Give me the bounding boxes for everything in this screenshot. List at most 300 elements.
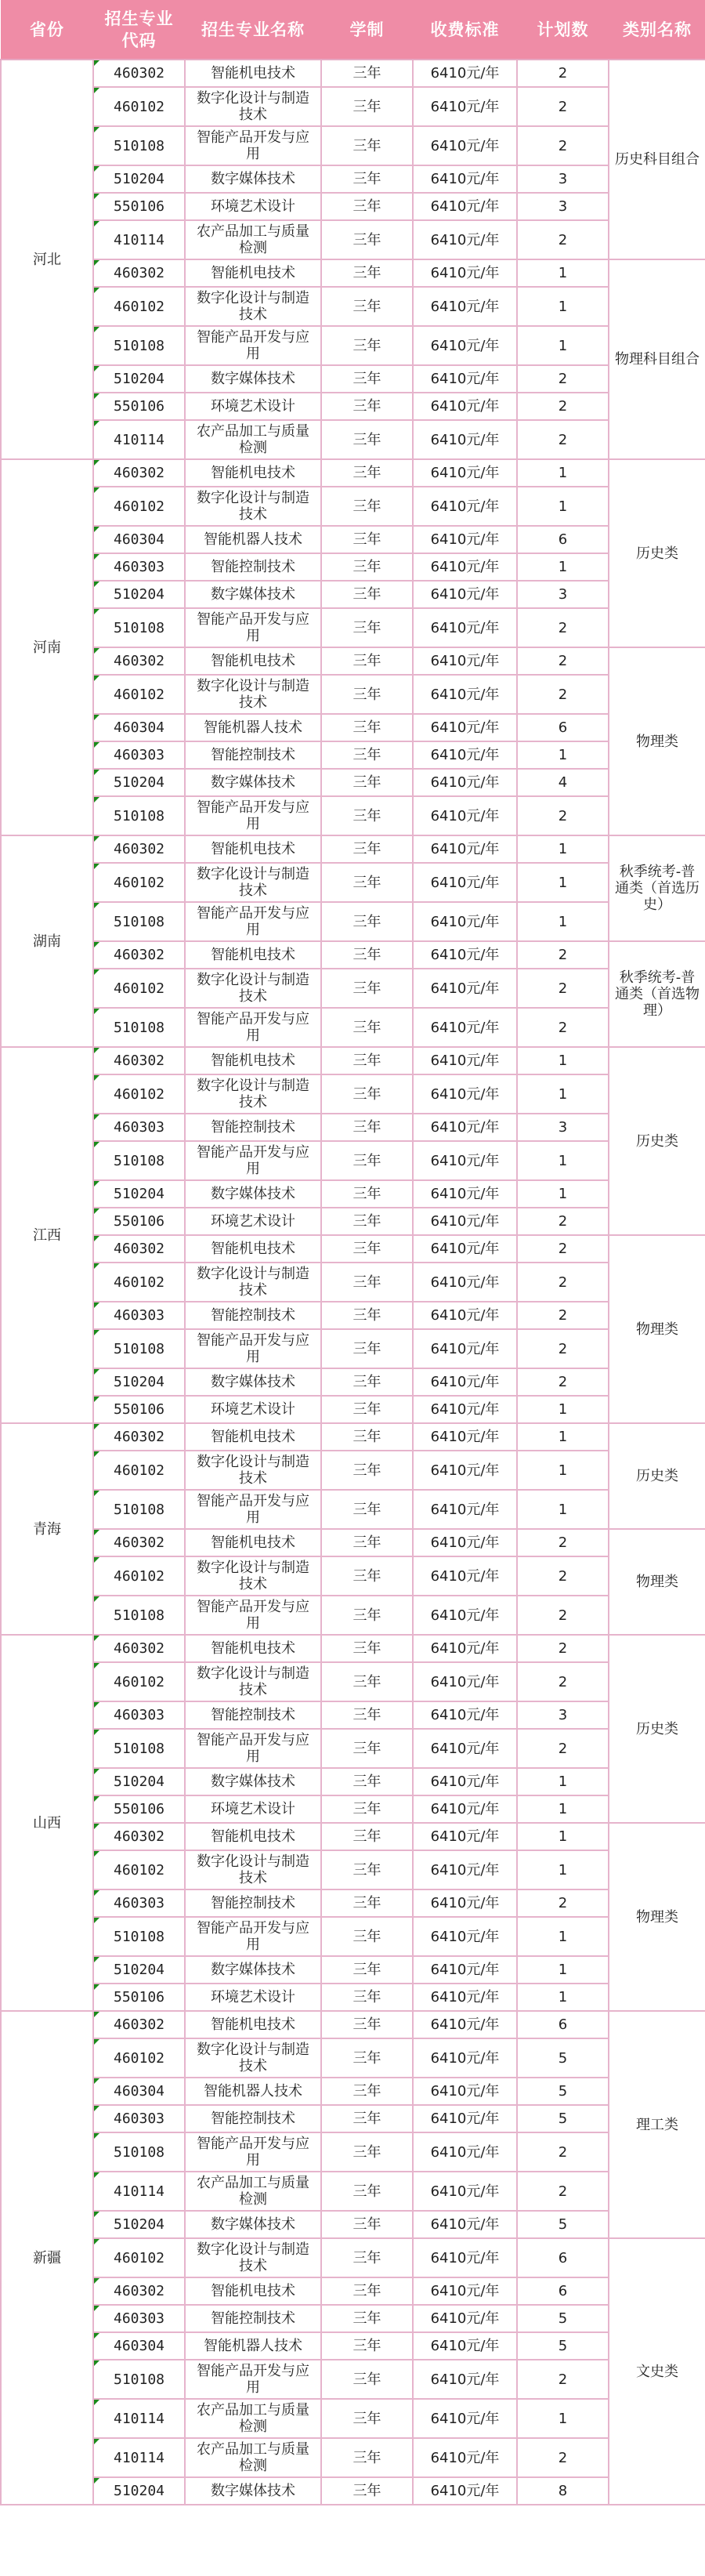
cell-comment-marker-icon bbox=[94, 1142, 99, 1147]
duration-cell: 三年 bbox=[321, 1235, 413, 1263]
header-major-name: 招生专业名称 bbox=[185, 1, 321, 60]
fee-cell: 6410元/年 bbox=[413, 647, 517, 675]
duration-cell: 三年 bbox=[321, 1047, 413, 1074]
plan-count-cell: 1 bbox=[517, 1141, 609, 1180]
major-name-cell: 智能机器人技术 bbox=[185, 526, 321, 553]
major-code-cell bbox=[93, 2172, 185, 2211]
table-row bbox=[1, 647, 705, 675]
cell-comment-marker-icon bbox=[94, 903, 99, 908]
major-code-cell bbox=[93, 581, 185, 608]
major-code-cell bbox=[93, 1823, 185, 1850]
duration-cell: 三年 bbox=[321, 1635, 413, 1662]
cell-comment-marker-icon bbox=[94, 715, 99, 720]
major-name-cell: 数字媒体技术 bbox=[185, 165, 321, 193]
major-name-cell: 智能产品开发与应用 bbox=[185, 1917, 321, 1956]
major-code-text: 460102 bbox=[113, 298, 165, 315]
duration-cell: 三年 bbox=[321, 2211, 413, 2238]
plan-count-cell: 2 bbox=[517, 608, 609, 647]
header-fee: 收费标准 bbox=[413, 1, 517, 60]
fee-cell: 6410元/年 bbox=[413, 220, 517, 259]
cell-comment-marker-icon bbox=[94, 1851, 99, 1857]
duration-cell: 三年 bbox=[321, 326, 413, 365]
plan-count-cell: 1 bbox=[517, 1768, 609, 1795]
major-name-cell: 智能机电技术 bbox=[185, 60, 321, 87]
plan-count-cell: 1 bbox=[517, 326, 609, 365]
table-row bbox=[1, 835, 705, 863]
major-code-text: 460303 bbox=[113, 1707, 165, 1723]
plan-count-cell: 2 bbox=[517, 1329, 609, 1368]
cell-comment-marker-icon bbox=[94, 797, 99, 803]
fee-cell: 6410元/年 bbox=[413, 1074, 517, 1114]
province-cell: 新疆 bbox=[1, 2011, 93, 2505]
major-code-cell bbox=[93, 365, 185, 393]
fee-cell: 6410元/年 bbox=[413, 1141, 517, 1180]
plan-count-cell: 2 bbox=[517, 1662, 609, 1701]
category-cell: 物理类 bbox=[609, 1235, 705, 1423]
plan-count-cell: 2 bbox=[517, 220, 609, 259]
plan-count-cell: 2 bbox=[517, 796, 609, 835]
cell-comment-marker-icon bbox=[94, 1796, 99, 1802]
major-code-cell bbox=[93, 1074, 185, 1114]
major-code-text: 550106 bbox=[113, 1989, 165, 2005]
major-name-cell: 数字化设计与制造技术 bbox=[185, 1662, 321, 1701]
cell-comment-marker-icon bbox=[94, 1369, 99, 1375]
cell-comment-marker-icon bbox=[94, 1702, 99, 1708]
fee-cell: 6410元/年 bbox=[413, 393, 517, 420]
duration-cell: 三年 bbox=[321, 259, 413, 287]
duration-cell: 三年 bbox=[321, 647, 413, 675]
table-row bbox=[1, 1768, 705, 1795]
major-name-cell: 智能控制技术 bbox=[185, 1701, 321, 1729]
plan-count-cell: 2 bbox=[517, 1235, 609, 1263]
major-code-text: 510204 bbox=[113, 774, 165, 791]
major-code-text: 460102 bbox=[113, 498, 165, 515]
plan-count-cell: 3 bbox=[517, 1701, 609, 1729]
major-name-cell: 智能产品开发与应用 bbox=[185, 796, 321, 835]
major-code-cell bbox=[93, 87, 185, 126]
table-row bbox=[1, 581, 705, 608]
major-code-cell bbox=[93, 714, 185, 741]
major-code-cell bbox=[93, 2438, 185, 2477]
major-code-text: 460102 bbox=[113, 98, 165, 115]
plan-count-cell: 1 bbox=[517, 487, 609, 526]
major-code-cell bbox=[93, 2078, 185, 2105]
plan-count-cell: 1 bbox=[517, 835, 609, 863]
fee-cell: 6410元/年 bbox=[413, 2305, 517, 2332]
major-code-cell bbox=[93, 1556, 185, 1596]
major-code-text: 410114 bbox=[113, 231, 165, 248]
major-name-cell: 数字化设计与制造技术 bbox=[185, 2038, 321, 2078]
plan-count-cell: 1 bbox=[517, 1795, 609, 1823]
major-name-cell: 数字化设计与制造技术 bbox=[185, 675, 321, 714]
major-code-cell bbox=[93, 675, 185, 714]
fee-cell: 6410元/年 bbox=[413, 193, 517, 220]
fee-cell: 6410元/年 bbox=[413, 1850, 517, 1889]
major-code-text: 510204 bbox=[113, 1773, 165, 1790]
table-row bbox=[1, 1235, 705, 1263]
table-row bbox=[1, 1662, 705, 1701]
table-row bbox=[1, 863, 705, 902]
major-code-cell bbox=[93, 259, 185, 287]
duration-cell: 三年 bbox=[321, 1768, 413, 1795]
major-code-cell bbox=[93, 193, 185, 220]
duration-cell: 三年 bbox=[321, 2332, 413, 2360]
cell-comment-marker-icon bbox=[94, 127, 99, 132]
duration-cell: 三年 bbox=[321, 1889, 413, 1917]
duration-cell: 三年 bbox=[321, 1850, 413, 1889]
major-code-text: 510108 bbox=[113, 1740, 165, 1757]
duration-cell: 三年 bbox=[321, 165, 413, 193]
table-row bbox=[1, 1368, 705, 1396]
major-code-cell bbox=[93, 1635, 185, 1662]
table-row bbox=[1, 259, 705, 287]
major-name-cell: 农产品加工与质量检测 bbox=[185, 220, 321, 259]
major-name-cell: 智能机电技术 bbox=[185, 647, 321, 675]
duration-cell: 三年 bbox=[321, 675, 413, 714]
fee-cell: 6410元/年 bbox=[413, 2360, 517, 2399]
fee-cell: 6410元/年 bbox=[413, 796, 517, 835]
table-row bbox=[1, 1423, 705, 1451]
duration-cell: 三年 bbox=[321, 1729, 413, 1768]
table-row bbox=[1, 1396, 705, 1423]
duration-cell: 三年 bbox=[321, 769, 413, 796]
plan-count-cell: 2 bbox=[517, 1263, 609, 1302]
major-code-text: 510108 bbox=[113, 1152, 165, 1169]
table-row bbox=[1, 553, 705, 581]
cell-comment-marker-icon bbox=[94, 2078, 99, 2084]
cell-comment-marker-icon bbox=[94, 2439, 99, 2444]
cell-comment-marker-icon bbox=[94, 1114, 99, 1120]
cell-comment-marker-icon bbox=[94, 1636, 99, 1641]
major-name-cell: 智能机电技术 bbox=[185, 2011, 321, 2038]
major-code-text: 510108 bbox=[113, 619, 165, 636]
major-code-cell bbox=[93, 608, 185, 647]
duration-cell: 三年 bbox=[321, 393, 413, 420]
duration-cell: 三年 bbox=[321, 1984, 413, 2011]
major-code-text: 460302 bbox=[113, 1241, 165, 1257]
major-code-text: 460302 bbox=[113, 947, 165, 963]
province-cell: 湖南 bbox=[1, 835, 93, 1047]
fee-cell: 6410元/年 bbox=[413, 1556, 517, 1596]
table-row bbox=[1, 87, 705, 126]
major-code-text: 550106 bbox=[113, 398, 165, 415]
plan-count-cell: 5 bbox=[517, 2332, 609, 2360]
province-cell: 河南 bbox=[1, 459, 93, 835]
duration-cell: 三年 bbox=[321, 714, 413, 741]
major-name-cell: 智能控制技术 bbox=[185, 1302, 321, 1329]
plan-count-cell: 2 bbox=[517, 675, 609, 714]
duration-cell: 三年 bbox=[321, 2105, 413, 2132]
category-cell: 历史类 bbox=[609, 1047, 705, 1235]
category-cell: 历史类 bbox=[609, 1635, 705, 1823]
cell-comment-marker-icon bbox=[94, 194, 99, 199]
cell-comment-marker-icon bbox=[94, 648, 99, 654]
plan-count-cell: 1 bbox=[517, 902, 609, 941]
major-code-text: 460102 bbox=[113, 1861, 165, 1879]
fee-cell: 6410元/年 bbox=[413, 1956, 517, 1984]
table-row bbox=[1, 1917, 705, 1956]
table-row bbox=[1, 420, 705, 459]
fee-cell: 6410元/年 bbox=[413, 1490, 517, 1529]
table-row bbox=[1, 2211, 705, 2238]
plan-count-cell: 2 bbox=[517, 1008, 609, 1047]
table-row bbox=[1, 1529, 705, 1556]
table-row bbox=[1, 1008, 705, 1047]
plan-count-cell: 1 bbox=[517, 1917, 609, 1956]
duration-cell: 三年 bbox=[321, 1329, 413, 1368]
category-cell: 历史科目组合 bbox=[609, 60, 705, 259]
major-code-cell bbox=[93, 1768, 185, 1795]
table-row bbox=[1, 459, 705, 487]
major-code-text: 460102 bbox=[113, 1462, 165, 1479]
table-row bbox=[1, 193, 705, 220]
fee-cell: 6410元/年 bbox=[413, 2172, 517, 2211]
major-name-cell: 智能控制技术 bbox=[185, 1114, 321, 1141]
major-name-cell: 农产品加工与质量检测 bbox=[185, 2399, 321, 2438]
plan-count-cell: 2 bbox=[517, 1635, 609, 1662]
major-code-cell bbox=[93, 1423, 185, 1451]
plan-count-cell: 1 bbox=[517, 1984, 609, 2011]
table-row bbox=[1, 1141, 705, 1180]
cell-comment-marker-icon bbox=[94, 327, 99, 332]
fee-cell: 6410元/年 bbox=[413, 1635, 517, 1662]
major-code-text: 510108 bbox=[113, 337, 165, 354]
major-code-text: 510204 bbox=[113, 586, 165, 603]
category-cell: 物理科目组合 bbox=[609, 259, 705, 459]
major-name-cell: 智能机电技术 bbox=[185, 1529, 321, 1556]
cell-comment-marker-icon bbox=[94, 260, 99, 266]
fee-cell: 6410元/年 bbox=[413, 1235, 517, 1263]
plan-count-cell: 2 bbox=[517, 1302, 609, 1329]
fee-cell: 6410元/年 bbox=[413, 741, 517, 769]
duration-cell: 三年 bbox=[321, 835, 413, 863]
category-cell: 秋季统考-普通类（首选历史） bbox=[609, 835, 705, 941]
plan-count-cell: 5 bbox=[517, 2105, 609, 2132]
duration-cell: 三年 bbox=[321, 2438, 413, 2477]
cell-comment-marker-icon bbox=[94, 1596, 99, 1602]
fee-cell: 6410元/年 bbox=[413, 1396, 517, 1423]
plan-count-cell: 2 bbox=[517, 126, 609, 165]
duration-cell: 三年 bbox=[321, 581, 413, 608]
major-code-text: 460302 bbox=[113, 1828, 165, 1845]
duration-cell: 三年 bbox=[321, 1823, 413, 1850]
major-code-cell bbox=[93, 220, 185, 259]
major-name-cell: 智能产品开发与应用 bbox=[185, 1596, 321, 1635]
duration-cell: 三年 bbox=[321, 796, 413, 835]
fee-cell: 6410元/年 bbox=[413, 126, 517, 165]
major-code-cell bbox=[93, 1008, 185, 1047]
cell-comment-marker-icon bbox=[94, 1824, 99, 1829]
major-code-text: 460302 bbox=[113, 2283, 165, 2299]
fee-cell: 6410元/年 bbox=[413, 2277, 517, 2305]
duration-cell: 三年 bbox=[321, 1008, 413, 1047]
major-code-cell bbox=[93, 1490, 185, 1529]
major-code-cell bbox=[93, 1956, 185, 1984]
major-name-cell: 智能机器人技术 bbox=[185, 714, 321, 741]
table-row bbox=[1, 2399, 705, 2438]
plan-count-cell: 1 bbox=[517, 1047, 609, 1074]
category-cell: 历史类 bbox=[609, 1423, 705, 1529]
major-code-cell bbox=[93, 1701, 185, 1729]
fee-cell: 6410元/年 bbox=[413, 2332, 517, 2360]
fee-cell: 6410元/年 bbox=[413, 1729, 517, 1768]
major-code-text: 460303 bbox=[113, 747, 165, 763]
table-row bbox=[1, 487, 705, 526]
province-cell: 青海 bbox=[1, 1423, 93, 1635]
major-code-text: 460102 bbox=[113, 2049, 165, 2067]
major-code-text: 460102 bbox=[113, 686, 165, 703]
fee-cell: 6410元/年 bbox=[413, 1114, 517, 1141]
duration-cell: 三年 bbox=[321, 2132, 413, 2172]
plan-count-cell: 2 bbox=[517, 60, 609, 87]
duration-cell: 三年 bbox=[321, 459, 413, 487]
major-code-cell bbox=[93, 1984, 185, 2011]
plan-count-cell: 2 bbox=[517, 2438, 609, 2477]
duration-cell: 三年 bbox=[321, 287, 413, 326]
header-category: 类别名称 bbox=[609, 1, 705, 60]
cell-comment-marker-icon bbox=[94, 969, 99, 975]
table-row bbox=[1, 1956, 705, 1984]
plan-count-cell: 1 bbox=[517, 741, 609, 769]
major-code-cell bbox=[93, 487, 185, 526]
major-name-cell: 数字化设计与制造技术 bbox=[185, 87, 321, 126]
table-row bbox=[1, 1208, 705, 1235]
major-code-text: 460302 bbox=[113, 1534, 165, 1551]
major-code-text: 510108 bbox=[113, 2143, 165, 2161]
major-code-cell bbox=[93, 420, 185, 459]
duration-cell: 三年 bbox=[321, 1263, 413, 1302]
duration-cell: 三年 bbox=[321, 1141, 413, 1180]
fee-cell: 6410元/年 bbox=[413, 1529, 517, 1556]
major-code-cell bbox=[93, 2105, 185, 2132]
category-cell: 物理类 bbox=[609, 1823, 705, 2011]
major-name-cell: 智能产品开发与应用 bbox=[185, 1329, 321, 1368]
major-code-cell bbox=[93, 2132, 185, 2172]
cell-comment-marker-icon bbox=[94, 366, 99, 371]
duration-cell: 三年 bbox=[321, 2078, 413, 2105]
major-code-text: 510204 bbox=[113, 1374, 165, 1390]
cell-comment-marker-icon bbox=[94, 60, 99, 66]
table-row bbox=[1, 365, 705, 393]
major-name-cell: 农产品加工与质量检测 bbox=[185, 2438, 321, 2477]
table-row bbox=[1, 1984, 705, 2011]
fee-cell: 6410元/年 bbox=[413, 1047, 517, 1074]
major-code-cell bbox=[93, 126, 185, 165]
fee-cell: 6410元/年 bbox=[413, 2132, 517, 2172]
cell-comment-marker-icon bbox=[94, 554, 99, 560]
major-code-text: 410114 bbox=[113, 2183, 165, 2200]
header-row bbox=[1, 1, 705, 60]
major-code-text: 510108 bbox=[113, 1501, 165, 1518]
duration-cell: 三年 bbox=[321, 2238, 413, 2277]
duration-cell: 三年 bbox=[321, 1556, 413, 1596]
major-name-cell: 智能机电技术 bbox=[185, 1047, 321, 1074]
province-cell: 江西 bbox=[1, 1047, 93, 1423]
major-code-text: 460304 bbox=[113, 531, 165, 548]
major-code-text: 510108 bbox=[113, 1607, 165, 1624]
category-cell: 理工类 bbox=[609, 2011, 705, 2238]
major-code-cell bbox=[93, 2399, 185, 2438]
duration-cell: 三年 bbox=[321, 126, 413, 165]
duration-cell: 三年 bbox=[321, 1701, 413, 1729]
fee-cell: 6410元/年 bbox=[413, 608, 517, 647]
major-code-text: 460303 bbox=[113, 2110, 165, 2127]
cell-comment-marker-icon bbox=[94, 2133, 99, 2139]
table-row bbox=[1, 675, 705, 714]
cell-comment-marker-icon bbox=[94, 1730, 99, 1735]
table-row bbox=[1, 393, 705, 420]
table-row bbox=[1, 2038, 705, 2078]
major-code-text: 460102 bbox=[113, 2249, 165, 2266]
duration-cell: 三年 bbox=[321, 902, 413, 941]
plan-count-cell: 2 bbox=[517, 2360, 609, 2399]
major-name-cell: 数字媒体技术 bbox=[185, 1768, 321, 1795]
fee-cell: 6410元/年 bbox=[413, 1984, 517, 2011]
major-code-cell bbox=[93, 1729, 185, 1768]
major-code-cell bbox=[93, 2360, 185, 2399]
table-row bbox=[1, 1074, 705, 1114]
category-cell: 秋季统考-普通类（首选物理） bbox=[609, 941, 705, 1047]
fee-cell: 6410元/年 bbox=[413, 2399, 517, 2438]
fee-cell: 6410元/年 bbox=[413, 902, 517, 941]
cell-comment-marker-icon bbox=[94, 1557, 99, 1563]
category-cell: 文史类 bbox=[609, 2238, 705, 2505]
duration-cell: 三年 bbox=[321, 1302, 413, 1329]
table-row bbox=[1, 1701, 705, 1729]
cell-comment-marker-icon bbox=[94, 1984, 99, 1990]
major-code-text: 460303 bbox=[113, 2310, 165, 2327]
cell-comment-marker-icon bbox=[94, 942, 99, 947]
plan-count-cell: 2 bbox=[517, 420, 609, 459]
major-name-cell: 智能产品开发与应用 bbox=[185, 608, 321, 647]
cell-comment-marker-icon bbox=[94, 393, 99, 399]
fee-cell: 6410元/年 bbox=[413, 1917, 517, 1956]
cell-comment-marker-icon bbox=[94, 1236, 99, 1241]
table-row bbox=[1, 1889, 705, 1917]
plan-count-cell: 6 bbox=[517, 714, 609, 741]
table-row bbox=[1, 2305, 705, 2332]
major-code-text: 460102 bbox=[113, 874, 165, 891]
major-name-cell: 数字媒体技术 bbox=[185, 769, 321, 796]
major-code-text: 460302 bbox=[113, 1640, 165, 1657]
duration-cell: 三年 bbox=[321, 741, 413, 769]
major-code-cell bbox=[93, 287, 185, 326]
plan-count-cell: 3 bbox=[517, 581, 609, 608]
table-row bbox=[1, 608, 705, 647]
major-code-cell bbox=[93, 2038, 185, 2078]
major-code-text: 460102 bbox=[113, 1085, 165, 1103]
plan-count-cell: 2 bbox=[517, 1368, 609, 1396]
major-code-cell bbox=[93, 1208, 185, 1235]
major-code-cell bbox=[93, 1047, 185, 1074]
major-code-text: 410114 bbox=[113, 2410, 165, 2427]
cell-comment-marker-icon bbox=[94, 1918, 99, 1923]
cell-comment-marker-icon bbox=[94, 1181, 99, 1187]
cell-comment-marker-icon bbox=[94, 582, 99, 587]
major-name-cell: 智能机电技术 bbox=[185, 1635, 321, 1662]
plan-count-cell: 2 bbox=[517, 2132, 609, 2172]
major-name-cell: 智能控制技术 bbox=[185, 2105, 321, 2132]
duration-cell: 三年 bbox=[321, 365, 413, 393]
cell-comment-marker-icon bbox=[94, 487, 99, 493]
table-row bbox=[1, 1047, 705, 1074]
major-code-cell bbox=[93, 1795, 185, 1823]
plan-count-cell: 1 bbox=[517, 1823, 609, 1850]
plan-count-cell: 2 bbox=[517, 941, 609, 969]
fee-cell: 6410元/年 bbox=[413, 259, 517, 287]
cell-comment-marker-icon bbox=[94, 460, 99, 466]
major-name-cell: 数字媒体技术 bbox=[185, 581, 321, 608]
